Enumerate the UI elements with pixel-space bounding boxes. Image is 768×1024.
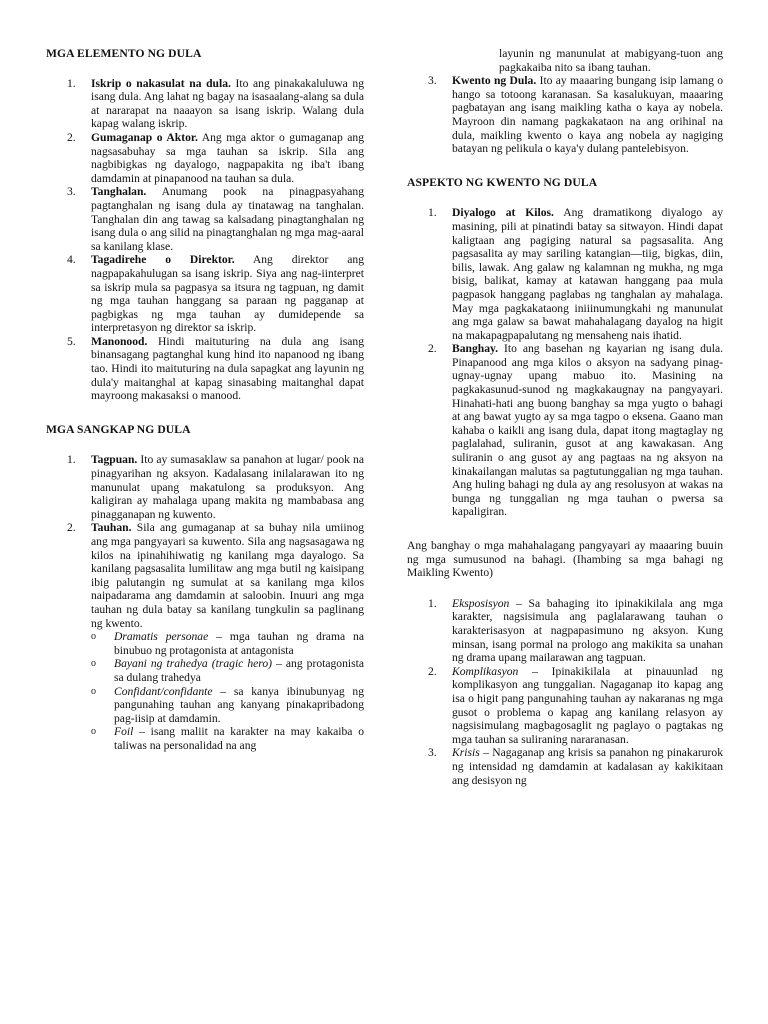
list-item: 1. Iskrip o nakasulat na dula. Ito ang pinakakaluluwa ng isang dula. Ang lahat ng bagay na isasaalang-alang sa dula at nararapat na naaayon sa isang iskrip. Walang dula kapag walang iskrip.	[67, 76, 364, 131]
sub-text: – mga tauhan ng drama na binubuo ng protagonista at antagonista	[114, 630, 364, 657]
item-text: Ito ang pinakakaluluwa ng isang dula. Ang lahat ng bagay na isasaalang-alang sa dula at nararapat na naaayon sa isang iskrip. Walang dula kapag walang iskrip.	[91, 76, 364, 131]
sangkap-list	[46, 453, 364, 752]
sub-text: – ang protagonista sa dulang trahedya	[114, 657, 364, 684]
elemento-heading: MGA ELEMENTO NG DULA	[46, 47, 202, 60]
term: Kwento ng Dula.	[452, 74, 537, 88]
list-item: 1. Diyalogo at Kilos. Ang dramatikong diyalogo ay masining, pili at pinatindi batay sa sitwayon. Hindi dapat kaligtaan ang pagiging natural sa pagsasalita. Ang pagsasalita ay may sariling katangian—tiig, bigkas, diin, bilis, lawak. Ang galaw ng kalamnan ng mukha, ng mga bisig, balikat, kamay at katawan hanggang paa mula pagpasok hanggang paglabas ng tanghalan ay mahalaga. May mga pagkakataong iniiinumungkahi ng manunulat ang mga galaw sa bawat mahahalagang dayalog na higit na makapagpapalutang ng mensaheng nais ihatid.	[428, 206, 723, 342]
list-item: 2. Tauhan. Sila ang gumaganap at sa buhay nila umiinog ang mga pangyayari sa kuwento. Sila ang nagsasagawa ng kilos na ipinahihiwatig ng kanilang mga dayalogo. Sa kanilang pagsasalita lumilitaw ang mga butil ng kaisipang ibig palutangin ng sumulat at sa kanilang mga kilos naipadarama ang damdamin at saloobin. Inuuri ang mga tauhan ng dula batay sa kanilang tungkulin sa paglinang ng kwento. o Dramatis personae – mga tauhan ng drama na binubuo ng protagonista at antagonista o Bayani ng trahedya (tragic hero) – ang protagonista sa dulang trahedya o Confidant/confidante – sa kanya ibinubunyag ng pangunahing tauhan ang kanyang pinakapribadong pag-iisip at damdamin. o Foil – isang maliit na karakter na may kakaiba o taliwas na personalidad na ang	[67, 521, 364, 752]
item-text: – Ipinakikilala at pinauunlad ng komplikasyon ang tunggalian. Nagaganap ito kapag ang isa o higit pang pangunahing tauhan ay nakaranas ng mga gusot o problema o kapag ang kanilang relasyon ay nagsisimulang magbagosaglit ng paglayo o pagtakas ng mga tauhan sa suliraning nararanasan.	[452, 664, 723, 746]
item-text: Ito ay sumasaklaw sa panahon at lugar/ pook na pinagyarihan ng aksyon. Kadalasang inilalarawan ito ng manunulat upang makatulong sa produksyon. Ang kaligiran ay mahalaga upang makita ng mambabasa ang pinagganapan ng kuwento.	[91, 453, 364, 521]
list-item: 3. Kwento ng Dula. Ito ay maaaring bungang isip lamang o hango sa totoong karanasan. Sa kasalukuyan, maaaring pagbatayan ang isang maikling katha o kaya ay nobela. Mayroon din namang pagkakataon na ang orihinal na dula, maikling kwento o kaya ang nobela ay nagiging batayan ng pelikula o kaya'y dulang pantelebisyon.	[428, 74, 724, 156]
elemento-list	[46, 77, 364, 403]
item-text: Sila ang gumaganap at sa buhay nila umiinog ang mga pangyayari sa kuwento. Sila ang nagsasagawa ng kilos na ipinahihiwatig ng kanilang mga dayalogo. Sa kanilang pagsasalita lumilitaw ang mga butil ng kaisipang ibig palutangin ng sumulat at sa kanilang mga kilos naipadarama ang damdamin at saloobin. Inuuri ang mga tauhan ng dula batay sa kanilang tungkulin sa paglinang ng kwento.	[91, 521, 364, 630]
item-text: Ang dramatikong diyalogo ay masining, pili at pinatindi batay sa sitwayon. Hindi dapat kaligtaan ang pagiging natural sa pagsasalita. Ang pagsasalita ay may sariling katangian—tiig, bigkas, diin, bilis, lawak. Ang galaw ng kalamnan ng mukha, ng mga bisig, balikat, kamay at katawan hanggang paa mula pagpasok hanggang paglabas ng tanghalan ay mahalaga. May mga pagkakataong iniiinumungkahi ng manunulat ang mga galaw sa bawat mahahalagang dayalog na higit na makapagpapalutang ng mensaheng nais ihatid.	[452, 206, 723, 342]
list-item: 5. Manonood. Hindi maituturing na dula ang isang binansagang pagtanghal kung hind ito napanood ng ibang tao. Hindi ito maituturing na dula sapagkat ang layunin ng dula'y maitanghal at kapag sinasabing maitanghal dapat mayroong makasaksi o manood.	[67, 334, 364, 403]
term: Tanghalan.	[91, 185, 147, 199]
item-text: Anumang pook na pinagpasyahang pagtanghalan ng isang dula ay tinatawag na tanghalan. Tanghalan din ang tawag sa kalsadang pinagtanghalan ng isang dula o ang silid na pinagtanghalan ng mga mag-aaral sa kanilang klase.	[91, 185, 364, 253]
list-item: 2. Banghay. Ito ang basehan ng kayarian ng isang dula. Pinapanood ang mga kilos o aksyon na sadyang pinag-ugnay-ugnay upang mabuo ito. Masining na pagkakasunud-sunod ng magkakaugnay na pangyayari. Hinahati-hati ang buong banghay sa mga yugto o bahagi at ang bawat yugto ay sa mga tagpo o eksena. Gaano man kahaba o kaikli ang isang dula, dapat itong magtaglay ng paglalahad, suliranin, gusot at ang kawakasan. Ang suliranin o ang gusot ay ang pagtaas na ng aksyon na kinakailangan malutas sa pagtutunggalian ng mga tauhan. Ang huling bahagi ng dula ay ang resolusyon at wakas na bunga ng tunggalian ng mga tauhan o pwersa sa kapaligiran.	[428, 342, 723, 519]
sangkap-list-continued	[407, 74, 723, 156]
term: Eksposisyon	[452, 596, 510, 610]
bullet-icon: o	[91, 631, 96, 643]
banghay-intro: Ang banghay o mga mahahalagang pangyayari ay maaaring buuin ng mga sumusunod na bahagi. (Ihambing sa mga bahagi ng Maikling Kwento)	[407, 539, 723, 580]
list-item: 4. Tagadirehe o Direktor. Ang direktor ang nagpapakahulugan sa isang iskrip. Siya ang nag-iinterpret sa iskrip mula sa pagpasya sa itsura ng tagpuan, ng damit ng mga tauhan hanggang sa paraan ng pagganap at pagbigkas ng mga tauhan ay dumidepende sa interpretasyon ng direktor sa iskrip.	[67, 253, 364, 335]
list-item: 3. Tanghalan. Anumang pook na pinagpasyahang pagtanghalan ng isang dula ay tinatawag na tanghalan. Tanghalan din ang tawag sa kalsadang pinagtanghalan ng isang dula o ang silid na pinagtanghalan ng mga mag-aaral sa kanilang klase.	[67, 185, 364, 253]
term: Tagadirehe o Direktor.	[91, 253, 235, 267]
bahagi-list	[407, 597, 723, 787]
item-text: Ito ang basehan ng kayarian ng isang dula. Pinapanood ang mga kilos o aksyon na sadyang pinag-ugnay-ugnay upang mabuo ito. Masining na pagkakasunud-sunod ng magkakaugnay na pangyayari. Hinahati-hati ang buong banghay sa mga yugto o bahagi at ang bawat yugto ay sa mga tagpo o eksena. Gaano man kahaba o kaikli ang isang dula, dapat itong magtaglay ng paglalahad, suliranin, gusot at ang kawakasan. Ang suliranin o ang gusot ay ang pagtaas na ng aksyon na kinakailangan malutas sa pagtutunggalian ng mga tauhan. Ang huling bahagi ng dula ay ang resolusyon at wakas na bunga ng tunggalian ng mga tauhan o pwersa sa kapaligiran.	[452, 342, 723, 519]
sangkap-heading: MGA SANGKAP NG DULA	[46, 422, 191, 436]
tauhan-sublist	[91, 630, 364, 752]
item-text: Hindi maituturing na dula ang isang binansagang pagtanghal kung hind ito napanood ng ibang tao. Hindi ito maituturing na dula sapagkat ang layunin ng dula'y maitanghal at kapag sinasabing maitanghal dapat mayroong makasaksi o manood.	[91, 334, 364, 403]
list-item: 3. Krisis – Nagaganap ang krisis sa panahon ng pinakarurok ng intensidad ng damdamin at kadalasan ay kakikitaan ang desisyon ng	[428, 746, 723, 787]
sub-term: Bayani ng trahedya (tragic hero)	[114, 657, 273, 671]
item-text: – Sa bahaging ito ipinakikilala ang mga karakter, nagsisimula ang paglalarawang tauhan o karakterisasyon at nagpapasimuno ng aksyon. Kung minsan, isang pormal na prologo ang makikita sa unahan ng drama upang mailarawan ang tagpuan.	[452, 596, 723, 665]
term: Tagpuan.	[91, 453, 138, 467]
bullet-icon: o	[91, 726, 96, 738]
list-item: 1. Tagpuan. Ito ay sumasaklaw sa panahon at lugar/ pook na pinagyarihan ng aksyon. Kadalasang inilalarawan ito ng manunulat upang makatulong sa produksyon. Ang kaligiran ay mahalaga upang makita ng mambabasa ang pinagganapan ng kuwento.	[67, 453, 364, 521]
bullet-icon: o	[91, 658, 96, 670]
sub-term: Confidant/confidante	[114, 684, 213, 698]
term: Manonood.	[91, 334, 148, 348]
term: Diyalogo at Kilos.	[452, 206, 554, 220]
sub-text: – sa kanya ibinubunyag ng pangunahing tauhan ang kanyang pinakapribadong pag-iisip at damdamin.	[114, 684, 364, 725]
left-column	[46, 0, 364, 753]
aspekto-heading: ASPEKTO NG KWENTO NG DULA	[407, 175, 598, 189]
sub-term: Dramatis personae	[114, 630, 209, 644]
sub-list-item	[91, 630, 364, 657]
continuation-text: layunin ng manunulat at mabigyang-tuon ang pagkakaiba nito sa ibang tauhan.	[499, 47, 723, 74]
list-item: 1. Eksposisyon – Sa bahaging ito ipinakikilala ang mga karakter, nagsisimula ang paglalarawang tauhan o karakterisasyon at nagpapasimuno ng aksyon. Kung minsan, isang pormal na prologo ang makikita sa unahan ng drama upang mailarawan ang tagpuan.	[428, 596, 723, 665]
right-column	[407, 0, 723, 787]
bullet-icon: o	[91, 685, 96, 697]
term: Tauhan.	[91, 521, 132, 535]
item-text: Ito ay maaaring bungang isip lamang o hango sa totoong karanasan. Sa kasalukuyan, maaaring pagbatayan ang isang maikling katha o kaya ay nobela. Mayroon din namang pagkakataon na ang orihinal na dula, maikling kwento o kaya ang nobela ay nagiging batayan ng pelikula o kaya'y dulang pantelebisyon.	[452, 74, 724, 156]
term: Gumaganap o Aktor.	[91, 130, 198, 144]
aspekto-list	[407, 206, 723, 519]
sub-term: Foil	[114, 725, 134, 739]
item-text: Ang mga aktor o gumaganap ang nagsasabuhay sa mga tauhan sa iskrip. Sila ang nagbibigkas ng dayalogo, nagpapakita ng iba't ibang damdamin at pinapanood na tauhan sa dula.	[91, 130, 364, 185]
term: Krisis	[452, 746, 480, 760]
list-item: 2. Gumaganap o Aktor. Ang mga aktor o gumaganap ang nagsasabuhay sa mga tauhan sa iskrip. Sila ang nagbibigkas ng dayalogo, nagpapakita ng iba't ibang damdamin at pinapanood na tauhan sa dula.	[67, 130, 364, 185]
sub-list-item	[91, 725, 364, 752]
item-text: – Nagaganap ang krisis sa panahon ng pinakarurok ng intensidad ng damdamin at kadalasan ay kakikitaan ang desisyon ng	[452, 746, 723, 787]
term: Banghay.	[452, 342, 499, 356]
term: Iskrip o nakasulat na dula.	[91, 76, 231, 90]
list-item: 2. Komplikasyon – Ipinakikilala at pinauunlad ng komplikasyon ang tunggalian. Nagaganap ito kapag ang isa o higit pang pangunahing tauhan ay nakaranas ng mga gusot o problema o kapag ang kanilang relasyon ay nagsisimulang magbagosaglit ng paglayo o pagtakas ng mga tauhan sa suliraning nararanasan.	[428, 664, 723, 746]
sub-list-item	[91, 657, 364, 684]
sub-list-item	[91, 685, 364, 726]
sub-text: – isang maliit na karakter na may kakaiba o taliwas na personalidad na ang	[114, 725, 364, 752]
item-text: Ang direktor ang nagpapakahulugan sa isang iskrip. Siya ang nag-iinterpret sa iskrip mula sa pagpasya sa itsura ng tagpuan, ng damit ng mga tauhan hanggang sa paraan ng pagganap at pagbigkas ng mga tauhan ay dumidepende sa interpretasyon ng direktor sa iskrip.	[91, 253, 364, 335]
term: Komplikasyon	[452, 664, 519, 678]
